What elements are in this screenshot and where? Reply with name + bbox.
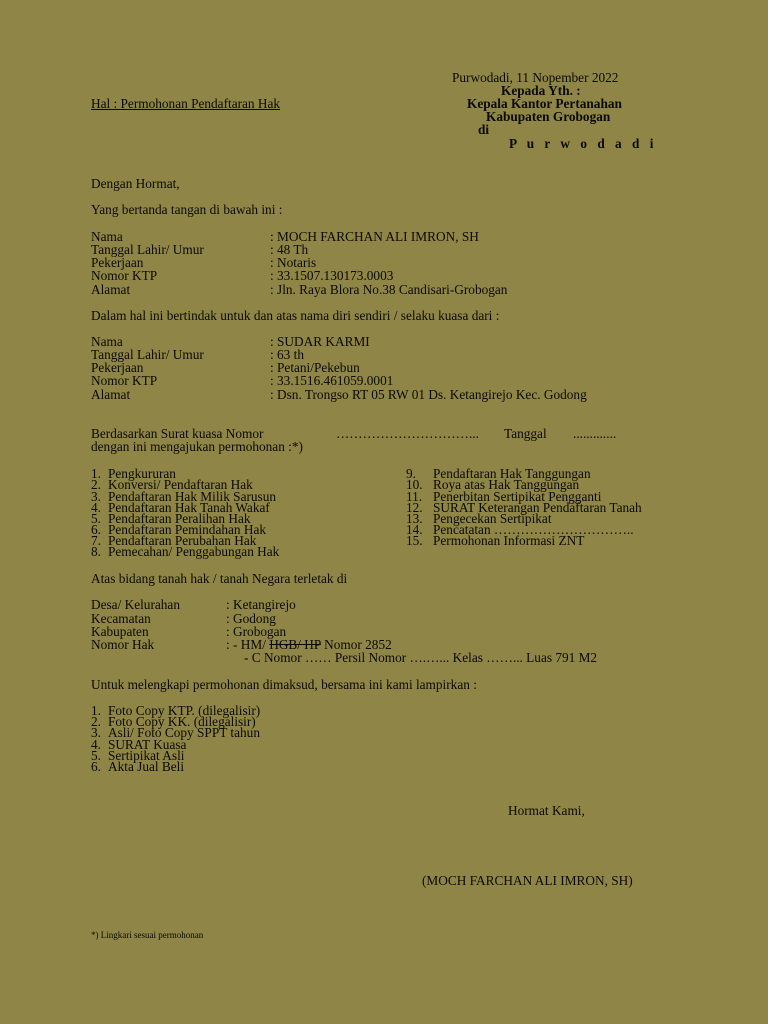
footnote: *) Lingkari sesuai permohonan bbox=[91, 930, 204, 940]
request-intro: dengan ini mengajukan permohonan :*) bbox=[91, 439, 303, 454]
field-label: Nomor KTP bbox=[91, 373, 158, 388]
field-label: Tanggal Lahir/ Umur bbox=[91, 242, 204, 257]
field-label: Desa/ Kelurahan bbox=[91, 597, 180, 612]
recipient-city: P u r w o d a d i bbox=[509, 136, 657, 151]
subject-line: Hal : Permohonan Pendaftaran Hak bbox=[91, 96, 281, 111]
field-label: Kecamatan bbox=[91, 611, 151, 626]
field-value: : 63 th bbox=[270, 347, 304, 362]
land-intro: Atas bidang tanah hak / tanah Negara terletak di bbox=[91, 571, 348, 586]
field-label: Alamat bbox=[91, 387, 131, 402]
recipient-line-2: Kabupaten Grobogan bbox=[486, 109, 611, 124]
closing-text: Hormat Kami, bbox=[508, 803, 585, 818]
place-date: Purwodadi, 11 Nopember 2022 bbox=[452, 70, 619, 85]
recipient-line-1: Kepala Kantor Pertanahan bbox=[467, 96, 622, 111]
power-of-attorney-tanggal: Tanggal bbox=[504, 426, 547, 441]
field-value: : SUDAR KARMI bbox=[270, 334, 370, 349]
field-label: Nama bbox=[91, 229, 123, 244]
di-label: di bbox=[478, 122, 490, 137]
field-value: : 33.1507.130173.0003 bbox=[270, 268, 394, 283]
field-value: : 33.1516.461059.0001 bbox=[270, 373, 394, 388]
power-of-attorney-number: …………………………... bbox=[336, 426, 479, 441]
signature-name: (MOCH FARCHAN ALI IMRON, SH) bbox=[422, 873, 633, 888]
field-label: Pekerjaan bbox=[91, 255, 144, 270]
intro-text: Yang bertanda tangan di bawah ini : bbox=[91, 202, 283, 217]
attachments-intro: Untuk melengkapi permohonan dimaksud, bersama ini kami lampirkan : bbox=[91, 677, 477, 692]
struck-option: HGB/ HP bbox=[269, 637, 321, 652]
field-value: : Ketangirejo bbox=[226, 597, 296, 612]
field-value: : Dsn. Trongso RT 05 RW 01 Ds. Ketangirejo Kec. Godong bbox=[270, 387, 587, 402]
field-value: : 48 Th bbox=[270, 242, 309, 257]
acting-text: Dalam hal ini bertindak untuk dan atas nama diri sendiri / selaku kuasa dari : bbox=[91, 308, 500, 323]
field-label: Nomor KTP bbox=[91, 268, 158, 283]
field-value: : Notaris bbox=[270, 255, 317, 270]
field-value: : Godong bbox=[226, 611, 276, 626]
power-of-attorney-label: Berdasarkan Surat kuasa Nomor bbox=[91, 426, 264, 441]
field-value: : Jln. Raya Blora No.38 Candisari-Grobogan bbox=[270, 282, 508, 297]
field-label: Tanggal Lahir/ Umur bbox=[91, 347, 204, 362]
power-of-attorney-date: ............. bbox=[573, 426, 617, 441]
field-label: Nama bbox=[91, 334, 123, 349]
field-label: Alamat bbox=[91, 282, 131, 297]
field-label: Nomor Hak bbox=[91, 637, 155, 652]
field-label: Pekerjaan bbox=[91, 360, 144, 375]
field-value: : - HM/ HGB/ HP Nomor 2852 bbox=[226, 637, 392, 652]
field-value: : MOCH FARCHAN ALI IMRON, SH bbox=[270, 229, 479, 244]
greeting: Dengan Hormat, bbox=[91, 176, 180, 191]
field-value: : Petani/Pekebun bbox=[270, 360, 360, 375]
field-value: : Grobogan bbox=[226, 624, 287, 639]
c-nomor-line: - C Nomor …… Persil Nomor ….…... Kelas ……... Luas 791 M2 bbox=[244, 650, 598, 665]
kepada-label: Kepada Yth. : bbox=[501, 83, 581, 98]
field-label: Kabupaten bbox=[91, 624, 149, 639]
